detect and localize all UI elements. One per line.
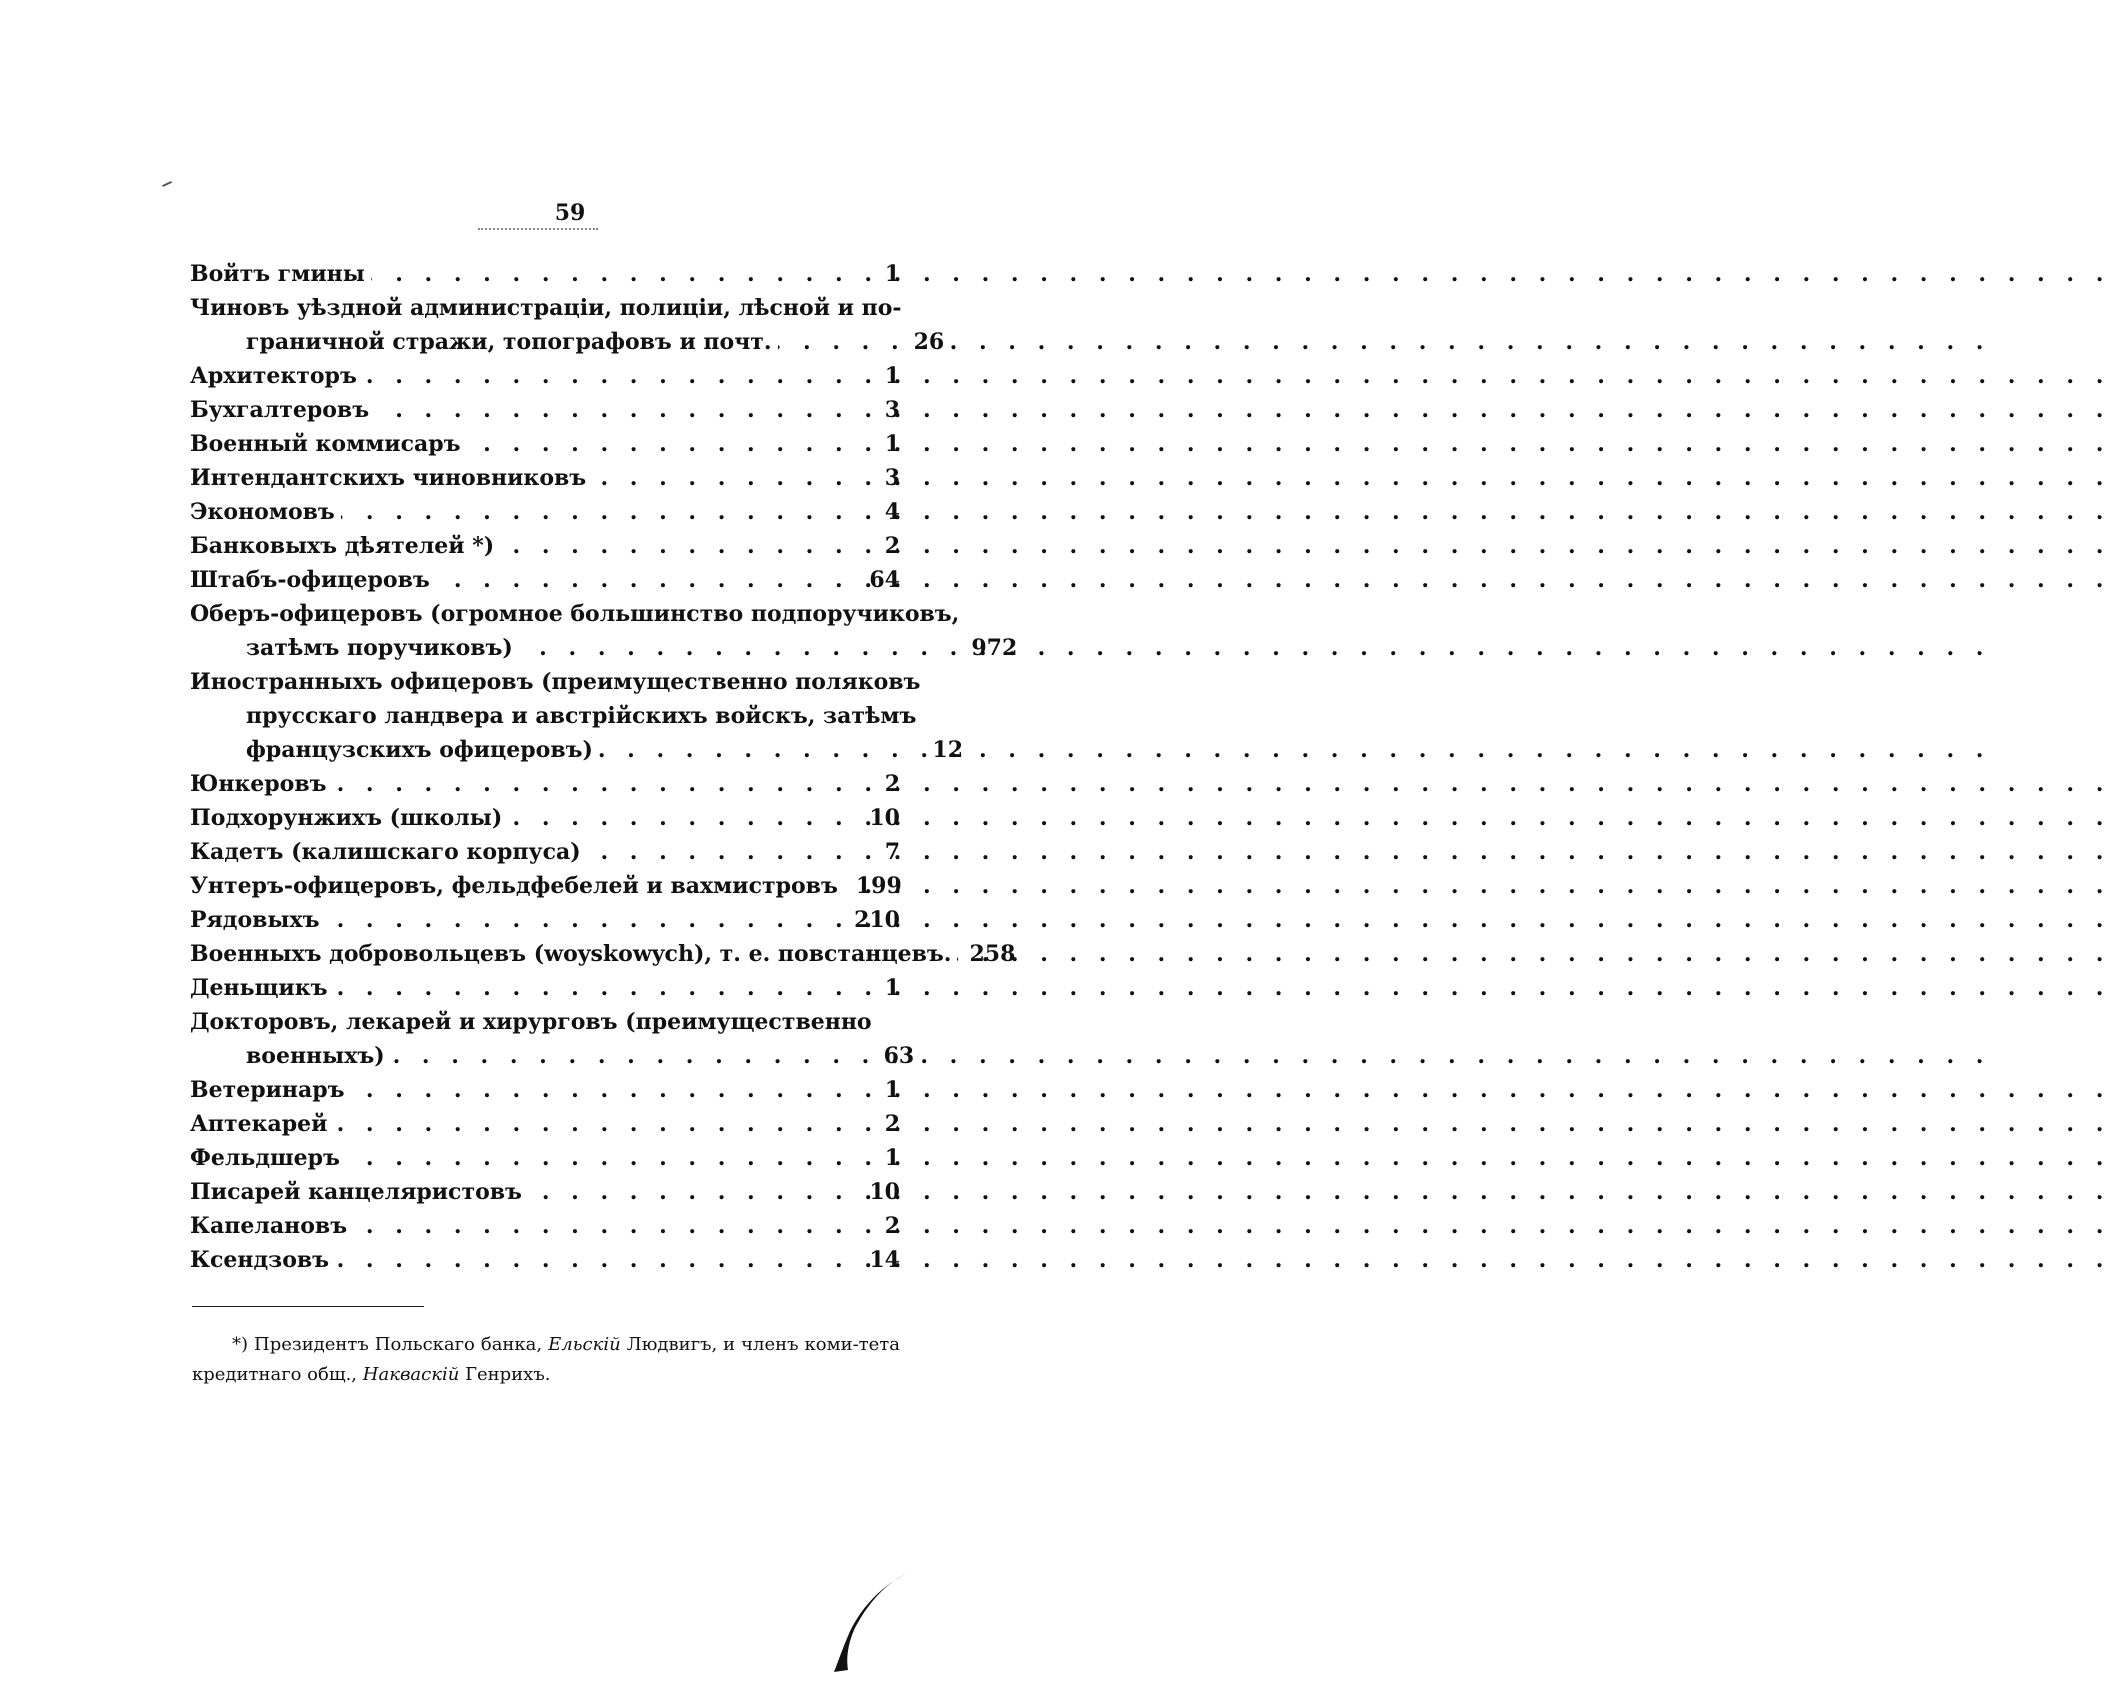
entry-label <box>190 1141 834 1175</box>
entry-label-text: Штабъ-офицеровъ <box>190 567 436 593</box>
entry-row <box>190 869 900 903</box>
entry-label <box>190 427 834 461</box>
entry-row <box>190 1073 900 1107</box>
entry-label-text: Деньщикъ <box>190 975 333 1001</box>
entry-value: 210 <box>854 907 900 933</box>
entry-label <box>190 1243 834 1277</box>
entry-label-text: затѣмъ поручиковъ) <box>246 635 519 661</box>
entry-row <box>190 665 964 767</box>
entry-label-text: Ксендзовъ <box>190 1247 335 1273</box>
entry-value: 1 <box>884 431 900 457</box>
entry-value: 2 <box>884 771 900 797</box>
entry-row <box>190 903 900 937</box>
entry-row <box>190 1141 900 1175</box>
entry-label-text: Фельдшеръ <box>190 1145 346 1171</box>
entry-label <box>190 529 834 563</box>
entry-row <box>190 1243 900 1277</box>
entry-row <box>190 393 900 427</box>
entry-value: 3 <box>884 397 900 423</box>
entry-label-text: Банковыхъ дѣятелей *) <box>190 533 500 559</box>
entry-row <box>190 529 900 563</box>
entry-value: 972 <box>971 635 1018 661</box>
footnote-marker: *) <box>232 1334 249 1355</box>
entry-label <box>190 665 920 767</box>
entry-label <box>190 291 902 359</box>
entry-label <box>190 393 834 427</box>
page-number-rule <box>478 228 598 230</box>
footnote-rule <box>192 1306 424 1307</box>
entry-label-text: Рядовыхъ <box>190 907 325 933</box>
entry-row <box>190 835 900 869</box>
entry-label-line <box>190 733 920 767</box>
entry-label-text: Аптекарей <box>190 1111 334 1137</box>
entry-row <box>190 971 900 1005</box>
entries-list <box>190 257 1018 1277</box>
entry-value: 12 <box>932 737 964 763</box>
entry-label <box>190 801 834 835</box>
entry-label <box>190 1005 872 1073</box>
entry-label-text: Капелановъ <box>190 1213 353 1239</box>
entry-label-text: Бухгалтеровъ <box>190 397 375 423</box>
entry-label-line: Чиновъ уѣздной администраціи, полиціи, лѣсной и по- <box>190 291 902 325</box>
entry-label <box>190 1175 834 1209</box>
entry-row <box>190 801 900 835</box>
entry-row <box>190 427 900 461</box>
entry-row <box>190 597 1018 665</box>
entry-label <box>190 1073 834 1107</box>
entry-label <box>190 869 844 903</box>
footnote-text-1: Президентъ Польскаго банка, <box>254 1334 543 1355</box>
entry-label-line: Докторовъ, лекарей и хирурговъ (преимущественно <box>190 1005 872 1039</box>
entry-value: 63 <box>883 1043 915 1069</box>
entry-label-line: Иностранныхъ офицеровъ (преимущественно поляковъ <box>190 665 920 699</box>
entry-label <box>190 903 834 937</box>
entry-label <box>190 359 834 393</box>
entry-label-text: Экономовъ <box>190 499 341 525</box>
entry-row <box>190 1107 900 1141</box>
entry-value: 2 <box>884 533 900 559</box>
entry-label-text: граничной стражи, топографовъ и почт. <box>246 329 778 355</box>
page-number: 59 <box>554 200 586 226</box>
entry-label-text: Войтъ гмины <box>190 261 371 287</box>
entry-value: 7 <box>884 839 900 865</box>
entry-label-text: Юнкеровъ <box>190 771 333 797</box>
entry-label-text: Ветеринаръ <box>190 1077 351 1103</box>
entry-label-line: прусскаго ландвера и австрійскихъ войскъ, затѣмъ <box>190 699 920 733</box>
entry-value: 1 <box>884 1145 900 1171</box>
entry-label-line: Оберъ-офицеровъ (огромное большинство подпоручиковъ, <box>190 597 959 631</box>
entry-value: 10 <box>869 1179 900 1205</box>
entry-value: 1 <box>884 363 900 389</box>
entry-label-text: Кадетъ (калишскаго корпуса) <box>190 839 587 865</box>
entry-label <box>190 835 834 869</box>
footnote-text-2: Людвигъ, и членъ коми-тета кредитнаго общ., <box>192 1334 900 1385</box>
entry-value: 14 <box>869 1247 900 1273</box>
entry-label <box>190 1209 834 1243</box>
entry-label-text: Унтеръ-офицеровъ, фельдфебелей и вахмистровъ <box>190 873 844 899</box>
entry-label-text: Архитекторъ <box>190 363 363 389</box>
entry-row <box>190 495 900 529</box>
entry-value: 199 <box>855 873 902 899</box>
entry-value: 3 <box>884 465 900 491</box>
entry-value: 2 <box>884 1111 900 1137</box>
entry-value: 2 <box>884 1213 900 1239</box>
entry-label-text: Подхорунжихъ (школы) <box>190 805 508 831</box>
footnote <box>192 1330 900 1390</box>
entry-label-text: французскихъ офицеровъ) <box>246 737 599 763</box>
entry-label-text: военныхъ) <box>246 1043 391 1069</box>
entry-row <box>190 1209 900 1243</box>
entry-value: 4 <box>884 499 900 525</box>
entry-label <box>190 937 957 971</box>
entry-row <box>190 937 1016 971</box>
entry-label <box>190 495 834 529</box>
entry-row <box>190 257 900 291</box>
entry-row <box>190 461 900 495</box>
corner-ink-mark <box>828 1570 908 1675</box>
stray-mark <box>162 181 172 187</box>
entry-row <box>190 563 900 597</box>
entry-label <box>190 767 834 801</box>
entry-label-text: Писарей канцеляристовъ <box>190 1179 528 1205</box>
footnote-name-2: Накваскій <box>362 1364 460 1385</box>
entry-value: 1 <box>884 1077 900 1103</box>
entry-label-line <box>190 1039 872 1073</box>
footnote-text-3: Генрихъ. <box>465 1364 551 1385</box>
entry-value: 10 <box>869 805 900 831</box>
entry-label <box>190 563 834 597</box>
footnote-name-1: Ельскій <box>548 1334 621 1355</box>
entry-label <box>190 597 959 665</box>
entry-row <box>190 359 900 393</box>
entry-row <box>190 291 945 359</box>
entry-row <box>190 767 900 801</box>
entry-value: 1 <box>884 261 900 287</box>
entry-label <box>190 1107 834 1141</box>
entry-label-line <box>190 631 959 665</box>
entry-label-text: Военныхъ добровольцевъ (woyskowych), т. е. повстанцевъ. <box>190 941 957 967</box>
entry-label <box>190 461 834 495</box>
entry-label <box>190 971 834 1005</box>
entry-label-text: Интендантскихъ чиновниковъ <box>190 465 592 491</box>
entry-value: 258 <box>969 941 1016 967</box>
entry-row <box>190 1005 915 1073</box>
entry-value: 1 <box>884 975 900 1001</box>
entry-label-line <box>190 325 902 359</box>
entry-row <box>190 1175 900 1209</box>
entry-value: 64 <box>869 567 900 593</box>
entry-label-text: Военный коммисаръ <box>190 431 467 457</box>
entry-label <box>190 257 834 291</box>
entry-value: 26 <box>913 329 945 355</box>
